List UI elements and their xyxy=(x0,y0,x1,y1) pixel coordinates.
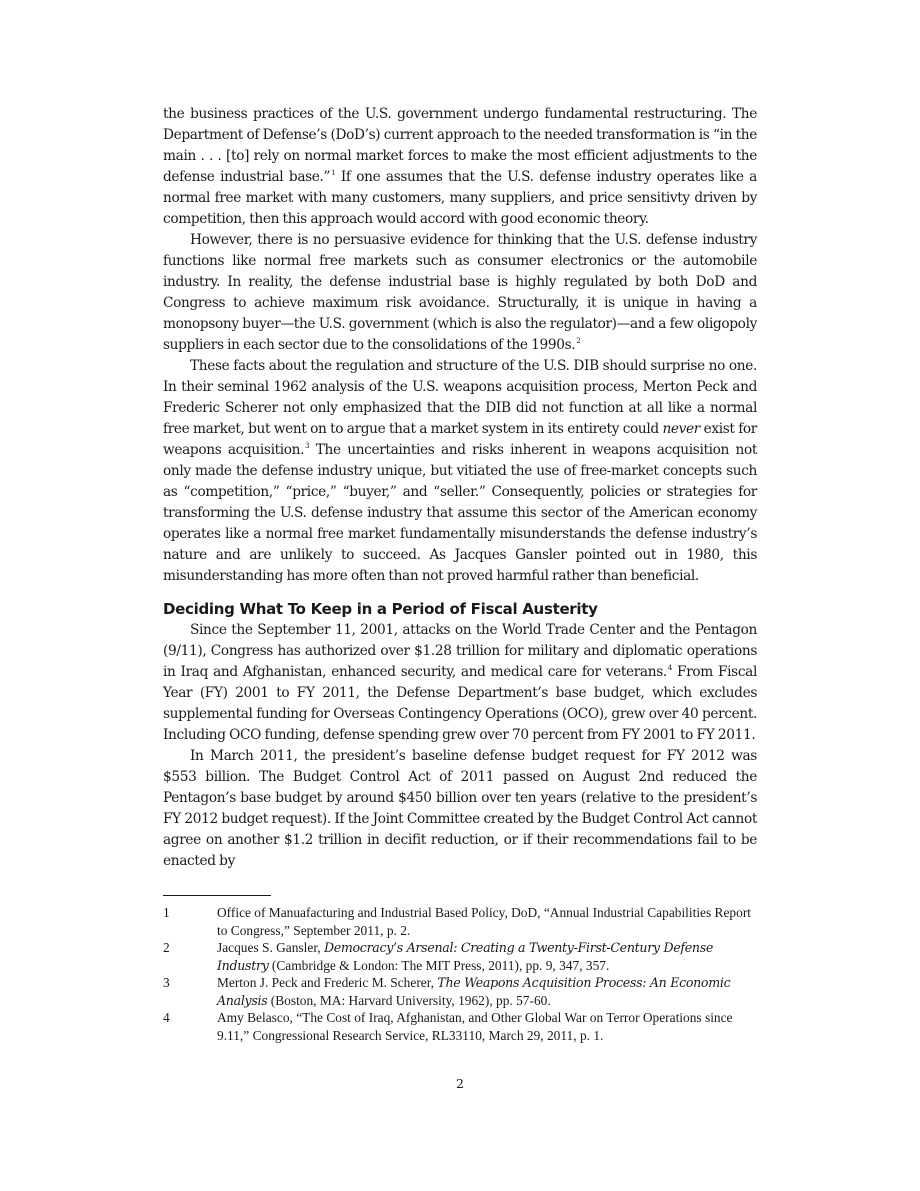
footnote-number: 2 xyxy=(163,940,170,955)
italic-text: Democracy’s Arsenal: Creating a Twenty-First-Century Defense Industry xyxy=(217,940,714,973)
text-run: Office of Manuafacturing and Industrial Based Policy, DoD, “Annual Industrial Capabilities Report to Congress,” September 2011, p. 2. xyxy=(217,905,752,938)
text-run: In March 2011, the president’s baseline defense budget request for FY 2012 was $553 billion. The Budget Control Act of 2011 passed on August 2nd reduced the Pentagon’s base budget by around $450 billion over ten years (relative to the president’s FY 2012 budget request). If the Joint Committee created by the Budget Control Act cannot agree on another $1.2 trillion in decifit reduction, or if their recommendations fail to be enacted by xyxy=(163,748,757,869)
text-run: (Boston, MA: Harvard University, 1962), pp. 57-60. xyxy=(267,992,551,1008)
text-run: Since the September 11, 2001, attacks on the World Trade Center and the Pentagon (9/11), Congress has authorized over $1.28 trillion for military and diplomatic operations in Iraq and Afghanistan, enhanced security, and medical care for veterans. xyxy=(163,622,757,680)
footnote-reference: 3 xyxy=(305,442,310,451)
footnote-text xyxy=(217,939,757,974)
text-run: Merton J. Peck and Frederic M. Scherer, xyxy=(217,975,438,990)
footnote-item xyxy=(163,1009,757,1044)
footnote-number: 3 xyxy=(163,975,170,990)
text-run: From Fiscal Year (FY) 2001 to FY 2011, the Defense Department’s base budget, which excludes supplemental funding for Overseas Contingency Operations (OCO), grew over 40 percent. Including OCO funding, defense spending grew over 70 percent from FY 2001 to FY 2011. xyxy=(163,664,757,743)
footnote-text xyxy=(217,1009,757,1044)
footnote-text xyxy=(217,974,757,1009)
italic-text: The Weapons Acquisition Process: An Economic Analysis xyxy=(217,975,731,1008)
body-paragraph xyxy=(163,356,757,587)
footnote-reference: 4 xyxy=(667,664,672,673)
body-section-fiscal-austerity xyxy=(163,620,757,872)
italic-text: never xyxy=(662,421,700,437)
footnote-number: 1 xyxy=(163,905,170,920)
footnote-item xyxy=(163,904,757,939)
page-number: 2 xyxy=(456,1076,464,1091)
text-run: exist for weapons acquisition. xyxy=(163,421,757,458)
text-run: The uncertainties and risks inherent in weapons acquisition not only made the defense industry unique, but vitiated the use of free-market concepts such as “competition,” “price,” “buyer,” and “seller.” Consequently, policies or strategies for transforming the U.S. defense industry that assume this sector of the American economy operates like a normal free market fundamentally misunderstands the defense industry’s nature and are unlikely to succeed. As Jacques Gansler pointed out in 1980, this misunderstanding has more often than not proved harmful rather than beneficial. xyxy=(163,442,758,584)
body-paragraph xyxy=(163,104,757,230)
footnote-reference: 1 xyxy=(331,169,336,178)
body-paragraph xyxy=(163,620,757,746)
body-paragraph xyxy=(163,746,757,872)
footnotes-list xyxy=(163,904,757,1044)
page-content xyxy=(163,104,757,1044)
text-run: (Cambridge & London: The MIT Press, 2011), pp. 9, 347, 357. xyxy=(268,957,610,973)
text-run: If one assumes that the U.S. defense industry operates like a normal free market with many customers, many suppliers, and price sensitivty driven by competition, then this approach would accord with good economic theory. xyxy=(163,169,757,227)
footnote-number: 4 xyxy=(163,1010,170,1025)
text-run: These facts about the regulation and structure of the U.S. DIB should surprise no one. In their seminal 1962 analysis of the U.S. weapons acquisition process, Merton Peck and Frederic Scherer not only emphasized that the DIB did not function at all like a normal free market, but went on to argue that a market system in its entirety could xyxy=(163,358,757,437)
body-paragraph xyxy=(163,230,757,356)
section-heading: Deciding What To Keep in a Period of Fiscal Austerity xyxy=(163,600,598,618)
text-run: Amy Belasco, “The Cost of Iraq, Afghanistan, and Other Global War on Terror Operations since 9.11,” Congressional Research Service, RL33110, March 29, 2011, p. 1. xyxy=(217,1010,733,1043)
footnote-reference: 2 xyxy=(576,337,581,346)
text-run: Jacques S. Gansler, xyxy=(217,940,324,955)
footnote-item xyxy=(163,974,757,1009)
footnote-text xyxy=(217,904,757,939)
body-section-intro xyxy=(163,104,757,587)
footnote-divider xyxy=(163,895,271,896)
text-run: the business practices of the U.S. government undergo fundamental restructuring. The Department of Defense’s (DoD’s) current approach to the needed transformation is “in the main . . . [to] rely on normal market forces to make the most efficient adjustments to the defense industrial base.” xyxy=(163,106,757,185)
text-run: However, there is no persuasive evidence for thinking that the U.S. defense industry functions like normal free markets such as consumer electronics or the automobile industry. In reality, the defense industrial base is highly regulated by both DoD and Congress to achieve maximum risk avoidance. Structurally, it is unique in having a monopsony buyer—the U.S. government (which is also the regulator)—and a few oligopoly suppliers in each sector due to the consolidations of the 1990s. xyxy=(163,232,757,353)
footnote-item xyxy=(163,939,757,974)
